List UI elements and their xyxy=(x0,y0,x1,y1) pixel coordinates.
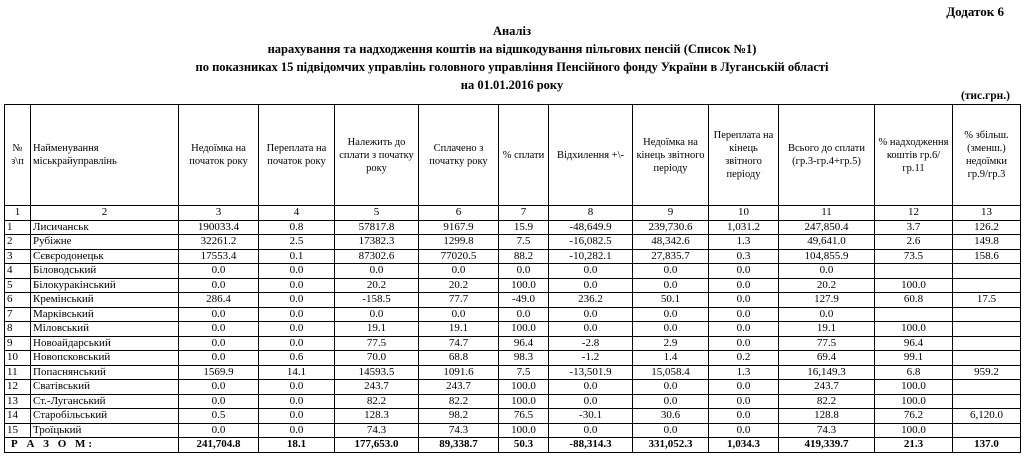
table-cell: 30.6 xyxy=(633,409,709,424)
table-cell: 0.1 xyxy=(259,249,335,264)
table-cell xyxy=(953,322,1021,337)
table-cell: 7 xyxy=(5,307,31,322)
table-cell: 100.0 xyxy=(499,380,549,395)
table-cell: 13 xyxy=(953,206,1021,221)
table-cell: 0.0 xyxy=(335,307,419,322)
table-cell: 100.0 xyxy=(499,423,549,438)
table-cell: 11 xyxy=(779,206,875,221)
table-cell: 99.1 xyxy=(875,351,953,366)
table-cell: 96.4 xyxy=(875,336,953,351)
table-cell: Кремінський xyxy=(31,293,179,308)
column-header: Всього до сплати (гр.3-гр.4+гр.5) xyxy=(779,105,875,206)
table-cell: Міловський xyxy=(31,322,179,337)
table-cell: 21.3 xyxy=(875,438,953,453)
table-cell: 149.8 xyxy=(953,235,1021,250)
table-cell: 27,835.7 xyxy=(633,249,709,264)
table-cell: 0.0 xyxy=(259,394,335,409)
table-cell: 19.1 xyxy=(419,322,499,337)
table-cell: 77020.5 xyxy=(419,249,499,264)
table-cell: 0.0 xyxy=(179,322,259,337)
table-cell: 100.0 xyxy=(875,278,953,293)
table-cell: 73.5 xyxy=(875,249,953,264)
table-cell: 6.8 xyxy=(875,365,953,380)
table-cell: 0.0 xyxy=(709,307,779,322)
table-cell: 15.9 xyxy=(499,220,549,235)
table-cell: 74.3 xyxy=(779,423,875,438)
column-header: Переплата на кінець звітного періоду xyxy=(709,105,779,206)
table-cell: 10 xyxy=(5,351,31,366)
table-cell: 0.0 xyxy=(633,394,709,409)
table-cell: 77.5 xyxy=(335,336,419,351)
table-cell: 127.9 xyxy=(779,293,875,308)
table-cell: 100.0 xyxy=(875,423,953,438)
table-cell: -30.1 xyxy=(549,409,633,424)
table-cell: 76.5 xyxy=(499,409,549,424)
table-cell: 8 xyxy=(549,206,633,221)
column-header: Відхилення +\- xyxy=(549,105,633,206)
table-cell: 7.5 xyxy=(499,365,549,380)
table-cell: 50.1 xyxy=(633,293,709,308)
table-cell: 69.4 xyxy=(779,351,875,366)
table-cell: 10 xyxy=(709,206,779,221)
table-cell: 14.1 xyxy=(259,365,335,380)
table-cell: 241,704.8 xyxy=(179,438,259,453)
table-cell: 89,338.7 xyxy=(419,438,499,453)
table-cell: 0.0 xyxy=(709,336,779,351)
table-cell: 0.0 xyxy=(549,278,633,293)
title-line: Аналіз xyxy=(492,24,532,38)
table-row xyxy=(5,322,1021,337)
table-cell: Марківський xyxy=(31,307,179,322)
table-cell: 15 xyxy=(5,423,31,438)
table-cell: Сєвєродонецьк xyxy=(31,249,179,264)
table-cell: 100.0 xyxy=(499,278,549,293)
table-cell xyxy=(953,351,1021,366)
table-cell: 5 xyxy=(5,278,31,293)
table-header-row xyxy=(5,105,1021,206)
table-cell: 3.7 xyxy=(875,220,953,235)
table-cell: 0.2 xyxy=(709,351,779,366)
document-title xyxy=(0,22,1024,94)
table-cell: Новоайдарський xyxy=(31,336,179,351)
table-cell: 74.3 xyxy=(419,423,499,438)
table-cell: 20.2 xyxy=(419,278,499,293)
table-cell: 74.7 xyxy=(419,336,499,351)
table-cell: 17.5 xyxy=(953,293,1021,308)
table-cell: 6 xyxy=(5,293,31,308)
title-line: нарахування та надходження коштів на відшкодування пільгових пенсій (Список №1) xyxy=(267,42,757,56)
table-cell: 17382.3 xyxy=(335,235,419,250)
table-cell: -16,082.5 xyxy=(549,235,633,250)
title-line: на 01.01.2016 року xyxy=(460,78,564,92)
table-row xyxy=(5,278,1021,293)
table-cell: 2.9 xyxy=(633,336,709,351)
title-line: по показниках 15 підвідомчих управлінь головного управління Пенсійного фонду України в Луганській області xyxy=(195,60,829,74)
table-cell: 16,149.3 xyxy=(779,365,875,380)
table-cell: 19.1 xyxy=(335,322,419,337)
table-cell: 17553.4 xyxy=(179,249,259,264)
table-cell: 3 xyxy=(179,206,259,221)
table-cell: 32261.2 xyxy=(179,235,259,250)
table-cell: 2 xyxy=(31,206,179,221)
table-row xyxy=(5,336,1021,351)
column-header: % надходження коштів гр.6/гр.11 xyxy=(875,105,953,206)
table-cell: 1,034.3 xyxy=(709,438,779,453)
table-cell: 0.0 xyxy=(179,336,259,351)
table-cell: Ст.-Луганський xyxy=(31,394,179,409)
table-cell: 0.8 xyxy=(259,220,335,235)
table-cell: 5 xyxy=(335,206,419,221)
table-cell: 236.2 xyxy=(549,293,633,308)
table-cell: 1,031.2 xyxy=(709,220,779,235)
table-cell: 0.0 xyxy=(259,336,335,351)
units-label: (тис.грн.) xyxy=(960,90,1010,102)
table-cell: 9 xyxy=(633,206,709,221)
table-cell: 177,653.0 xyxy=(335,438,419,453)
column-header: Найменування міськрайуправлінь xyxy=(31,105,179,206)
table-cell: -2.8 xyxy=(549,336,633,351)
table-cell: Сватівський xyxy=(31,380,179,395)
table-cell: 0.0 xyxy=(549,264,633,279)
table-cell: 0.0 xyxy=(259,307,335,322)
table-cell: 7.5 xyxy=(499,235,549,250)
table-cell: Попаснянський xyxy=(31,365,179,380)
table-cell: 14 xyxy=(5,409,31,424)
table-cell: 74.3 xyxy=(335,423,419,438)
table-row xyxy=(5,423,1021,438)
table-cell: 2.6 xyxy=(875,235,953,250)
table-cell: 0.0 xyxy=(259,293,335,308)
table-cell: 0.0 xyxy=(499,264,549,279)
table-cell: 0.0 xyxy=(709,293,779,308)
table-cell: 82.2 xyxy=(419,394,499,409)
table-cell: Р А З О М: xyxy=(5,438,179,453)
table-cell: 12 xyxy=(875,206,953,221)
table-cell: 48,342.6 xyxy=(633,235,709,250)
table-cell: 0.0 xyxy=(549,380,633,395)
table-cell: 128.3 xyxy=(335,409,419,424)
table-cell: 70.0 xyxy=(335,351,419,366)
table-cell: 20.2 xyxy=(335,278,419,293)
table-cell: 76.2 xyxy=(875,409,953,424)
table-cell: 0.0 xyxy=(419,264,499,279)
table-cell: -10,282.1 xyxy=(549,249,633,264)
table-cell: -13,501.9 xyxy=(549,365,633,380)
table-cell: Старобільський xyxy=(31,409,179,424)
table-cell: 0.0 xyxy=(549,394,633,409)
table-cell: 1 xyxy=(5,206,31,221)
table-cell: 128.8 xyxy=(779,409,875,424)
table-cell: 0.0 xyxy=(709,322,779,337)
table-cell: 1569.9 xyxy=(179,365,259,380)
column-header: Сплачено з початку року xyxy=(419,105,499,206)
table-cell: 0.0 xyxy=(179,394,259,409)
table-cell: 4 xyxy=(259,206,335,221)
table-cell: 419,339.7 xyxy=(779,438,875,453)
table-cell: 0.0 xyxy=(549,423,633,438)
table-cell: 96.4 xyxy=(499,336,549,351)
table-cell: 0.0 xyxy=(335,264,419,279)
column-header: % сплати xyxy=(499,105,549,206)
table-cell: 0.0 xyxy=(709,380,779,395)
table-cell: Білокуракінський xyxy=(31,278,179,293)
table-cell: 0.0 xyxy=(549,307,633,322)
table-cell: 12 xyxy=(5,380,31,395)
table-cell: 0.0 xyxy=(709,409,779,424)
table-cell: 100.0 xyxy=(875,322,953,337)
table-cell: 0.0 xyxy=(709,264,779,279)
table-cell: 0.0 xyxy=(709,423,779,438)
table-cell: 1.3 xyxy=(709,235,779,250)
column-header: Переплата на початок року xyxy=(259,105,335,206)
table-cell: 1 xyxy=(5,220,31,235)
table-cell: 0.5 xyxy=(179,409,259,424)
table-cell: 77.7 xyxy=(419,293,499,308)
table-cell: 0.0 xyxy=(709,278,779,293)
table-row xyxy=(5,307,1021,322)
table-cell: 959.2 xyxy=(953,365,1021,380)
table-cell: 0.0 xyxy=(633,278,709,293)
table-body xyxy=(5,206,1021,453)
column-header: Недоїмка на кінець звітного періоду xyxy=(633,105,709,206)
table-cell: 9167.9 xyxy=(419,220,499,235)
table-cell: 49,641.0 xyxy=(779,235,875,250)
table-cell: 126.2 xyxy=(953,220,1021,235)
table-cell xyxy=(953,278,1021,293)
table-cell: 137.0 xyxy=(953,438,1021,453)
table-cell xyxy=(953,394,1021,409)
table-cell: 1.4 xyxy=(633,351,709,366)
column-header: Належить до сплати з початку року xyxy=(335,105,419,206)
table-cell: 15,058.4 xyxy=(633,365,709,380)
table-cell: 0.3 xyxy=(709,249,779,264)
table-cell: 0.0 xyxy=(633,307,709,322)
table-cell: 100.0 xyxy=(499,394,549,409)
table-cell: 0.0 xyxy=(709,394,779,409)
column-number-row xyxy=(5,206,1021,221)
table-row xyxy=(5,249,1021,264)
table-cell: -48,649.9 xyxy=(549,220,633,235)
table-cell: 0.0 xyxy=(259,409,335,424)
table-cell: 98.3 xyxy=(499,351,549,366)
table-cell: Рубіжне xyxy=(31,235,179,250)
annex-label: Додаток 6 xyxy=(946,4,1004,19)
table-cell: 14593.5 xyxy=(335,365,419,380)
table-cell xyxy=(875,307,953,322)
table-row xyxy=(5,394,1021,409)
table-cell: 0.0 xyxy=(779,264,875,279)
table-cell: 0.0 xyxy=(779,307,875,322)
table-cell: 0.0 xyxy=(419,307,499,322)
table-cell: 11 xyxy=(5,365,31,380)
table-cell: 9 xyxy=(5,336,31,351)
table-cell: 1091.6 xyxy=(419,365,499,380)
table-row xyxy=(5,235,1021,250)
table-row xyxy=(5,264,1021,279)
table-cell: 243.7 xyxy=(335,380,419,395)
table-cell: 1299.8 xyxy=(419,235,499,250)
table-cell: -158.5 xyxy=(335,293,419,308)
table-cell: 88.2 xyxy=(499,249,549,264)
table-cell xyxy=(953,307,1021,322)
table-row xyxy=(5,351,1021,366)
table-cell xyxy=(953,336,1021,351)
table-cell: 104,855.9 xyxy=(779,249,875,264)
analysis-table xyxy=(4,104,1021,453)
table-cell: 2.5 xyxy=(259,235,335,250)
table-cell: 77.5 xyxy=(779,336,875,351)
table-cell xyxy=(875,264,953,279)
table-cell: 100.0 xyxy=(875,394,953,409)
table-cell: -49.0 xyxy=(499,293,549,308)
table-cell: 0.0 xyxy=(499,307,549,322)
table-cell: 60.8 xyxy=(875,293,953,308)
table-row xyxy=(5,220,1021,235)
table-cell: 19.1 xyxy=(779,322,875,337)
table-cell: 0.0 xyxy=(259,423,335,438)
table-cell xyxy=(953,264,1021,279)
table-row xyxy=(5,293,1021,308)
table-cell: 82.2 xyxy=(335,394,419,409)
total-row xyxy=(5,438,1021,453)
column-header: % збільш. (зменш.) недоїмки гр.9/гр.3 xyxy=(953,105,1021,206)
table-cell: 243.7 xyxy=(419,380,499,395)
table-cell: 68.8 xyxy=(419,351,499,366)
table-cell: 100.0 xyxy=(499,322,549,337)
table-row xyxy=(5,380,1021,395)
table-cell: 0.6 xyxy=(259,351,335,366)
table-cell: 87302.6 xyxy=(335,249,419,264)
table-cell: 190033.4 xyxy=(179,220,259,235)
table-cell: 0.0 xyxy=(259,380,335,395)
table-cell: 0.0 xyxy=(549,322,633,337)
table-cell: 0.0 xyxy=(633,380,709,395)
table-cell: 0.0 xyxy=(633,423,709,438)
table-cell: Новопсковський xyxy=(31,351,179,366)
table-cell: 0.0 xyxy=(179,351,259,366)
table-cell: 0.0 xyxy=(259,322,335,337)
table-cell: 8 xyxy=(5,322,31,337)
table-cell: 13 xyxy=(5,394,31,409)
table-cell: 7 xyxy=(499,206,549,221)
table-cell xyxy=(953,423,1021,438)
table-cell: 0.0 xyxy=(179,278,259,293)
table-cell: 6 xyxy=(419,206,499,221)
table-cell: 247,850.4 xyxy=(779,220,875,235)
table-cell: -88,314.3 xyxy=(549,438,633,453)
column-header: № з\п xyxy=(5,105,31,206)
table-cell: 0.0 xyxy=(633,264,709,279)
table-cell: 50.3 xyxy=(499,438,549,453)
table-cell xyxy=(953,380,1021,395)
table-cell: 1.3 xyxy=(709,365,779,380)
table-cell: Троїцький xyxy=(31,423,179,438)
table-cell: 0.0 xyxy=(179,264,259,279)
table-cell: 0.0 xyxy=(259,264,335,279)
table-cell: 82.2 xyxy=(779,394,875,409)
table-cell: 4 xyxy=(5,264,31,279)
table-cell: 0.0 xyxy=(179,307,259,322)
table-cell: -1.2 xyxy=(549,351,633,366)
table-cell: 0.0 xyxy=(179,380,259,395)
table-cell: 0.0 xyxy=(633,322,709,337)
column-header: Недоїмка на початок року xyxy=(179,105,259,206)
table-cell: 18.1 xyxy=(259,438,335,453)
table-cell: 3 xyxy=(5,249,31,264)
table-cell: 158.6 xyxy=(953,249,1021,264)
table-cell: 0.0 xyxy=(179,423,259,438)
table-cell: 239,730.6 xyxy=(633,220,709,235)
table-row xyxy=(5,409,1021,424)
table-cell: 98.2 xyxy=(419,409,499,424)
table-cell: 6,120.0 xyxy=(953,409,1021,424)
table-cell: Лисичанськ xyxy=(31,220,179,235)
table-cell: 20.2 xyxy=(779,278,875,293)
table-cell: 331,052.3 xyxy=(633,438,709,453)
table-cell: 286.4 xyxy=(179,293,259,308)
table-cell: Біловодський xyxy=(31,264,179,279)
table-row xyxy=(5,365,1021,380)
table-cell: 243.7 xyxy=(779,380,875,395)
table-cell: 57817.8 xyxy=(335,220,419,235)
table-cell: 0.0 xyxy=(259,278,335,293)
table-cell: 100.0 xyxy=(875,380,953,395)
table-cell: 2 xyxy=(5,235,31,250)
